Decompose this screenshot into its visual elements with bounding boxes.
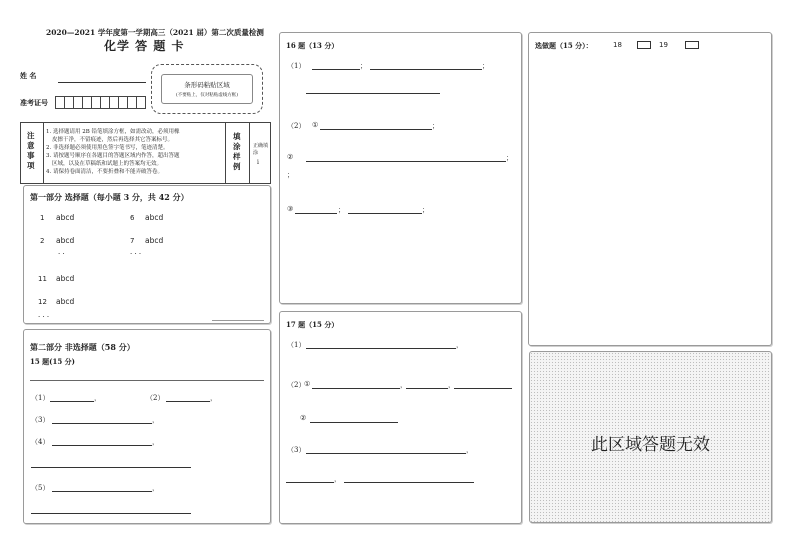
- q17-item: （2）: [287, 381, 306, 389]
- fill-mark: i: [257, 159, 259, 166]
- semicolon: ；: [422, 206, 429, 214]
- notice-line: 1. 选择题请用 2B 铅笔填涂方框，如需改动，必须用橡: [46, 129, 180, 135]
- q16-item: （2）: [287, 122, 306, 130]
- answer-line[interactable]: [166, 401, 210, 402]
- answer-line[interactable]: [295, 213, 337, 214]
- semicolon: ；: [287, 171, 294, 179]
- comma: ，: [152, 416, 159, 424]
- answer-line[interactable]: [52, 423, 152, 424]
- comma: ，: [152, 438, 159, 446]
- divider: [30, 380, 264, 381]
- semicolon: ；: [338, 206, 345, 214]
- q15-item: （3）: [31, 416, 50, 424]
- barcode-inner-box: [161, 74, 253, 104]
- notice-line: 3. 请按题号顺序在各题目的答题区域内作答，超出答题: [46, 153, 180, 159]
- q-options[interactable]: abcd: [145, 213, 164, 222]
- fill-label-cell: [225, 123, 250, 183]
- q15-item: （4）: [31, 438, 50, 446]
- q-options[interactable]: abcd: [56, 274, 75, 283]
- q-num: 2: [40, 237, 45, 245]
- answer-line[interactable]: [52, 445, 152, 446]
- answer-line[interactable]: [312, 388, 400, 389]
- answer-line[interactable]: [454, 388, 512, 389]
- semicolon: ；: [360, 62, 367, 70]
- comma: ，: [400, 381, 407, 389]
- q17-panel: [279, 311, 522, 524]
- q15-title: 15 题(15 分): [30, 357, 75, 366]
- answer-line[interactable]: [286, 482, 334, 483]
- dots: · ·: [58, 250, 65, 258]
- semicolon: ；: [506, 154, 513, 162]
- answer-line[interactable]: [31, 467, 191, 468]
- dots: · · ·: [38, 313, 50, 321]
- notice-line: 皮擦干净，不留痕迹，然后再选择其它答案标号。: [52, 137, 174, 143]
- notice-table: [20, 122, 271, 184]
- q-options[interactable]: abcd: [56, 213, 75, 222]
- q17-item: （3）: [287, 446, 306, 454]
- q-num: 6: [130, 214, 135, 222]
- q-num: 11: [38, 275, 47, 283]
- q-num: 12: [38, 298, 47, 306]
- barcode-area: [151, 64, 263, 114]
- notice-label: 注意事项: [27, 131, 35, 170]
- q-num: 7: [130, 237, 135, 245]
- q-options[interactable]: abcd: [56, 236, 75, 245]
- comma: ，: [210, 394, 217, 402]
- comma: ，: [466, 446, 473, 454]
- circled-3: ③: [287, 205, 294, 213]
- barcode-label: 条形码粘贴区域: [184, 81, 230, 89]
- answer-line[interactable]: [52, 491, 152, 492]
- notice-text: [46, 128, 224, 176]
- answer-line[interactable]: [306, 93, 440, 94]
- notice-line: 2. 非选择题必须使用黑色签字笔书写，笔迹清楚。: [46, 145, 169, 151]
- notice-label-cell: [21, 123, 44, 183]
- card-title: 化学 答 题 卡: [104, 39, 185, 53]
- answer-line[interactable]: [306, 348, 456, 349]
- name-label: 姓 名: [20, 71, 37, 80]
- fill-correct: 正确填涂: [253, 143, 269, 156]
- notice-line: 区域，以及在草稿纸和试题上的答案均无效。: [52, 161, 163, 167]
- invalid-region: [529, 351, 772, 523]
- q17-title: 17 题（15 分）: [286, 320, 339, 329]
- answer-line[interactable]: [344, 482, 474, 483]
- part1-panel: [23, 185, 271, 324]
- part1-title: 第一部分 选择题（每小题 3 分，共 42 分）: [30, 192, 189, 202]
- q15-item: （2）: [146, 394, 165, 402]
- comma: ，: [334, 475, 341, 483]
- semicolon: ；: [432, 122, 439, 130]
- invalid-text: 此区域答题无效: [591, 435, 710, 455]
- q16-title: 16 题（13 分）: [286, 41, 339, 50]
- elective-box-18[interactable]: [637, 41, 651, 49]
- exam-title: 2020—2021 学年度第一学期高三（2021 届）第二次质量检测: [46, 28, 264, 37]
- answer-line[interactable]: [320, 129, 432, 130]
- elective-box-19[interactable]: [685, 41, 699, 49]
- q-options[interactable]: abcd: [56, 297, 75, 306]
- q17-item: （1）: [287, 341, 306, 349]
- id-label: 准考证号: [20, 98, 48, 107]
- answer-line[interactable]: [348, 213, 422, 214]
- comma: ，: [448, 381, 455, 389]
- answer-line[interactable]: [31, 513, 191, 514]
- elective-label: 选做题（15 分）：: [535, 41, 593, 50]
- part2-title: 第二部分 非选择题（58 分）: [30, 342, 135, 352]
- divider: [212, 320, 264, 321]
- answer-line[interactable]: [312, 69, 360, 70]
- id-boxes[interactable]: [55, 94, 145, 113]
- barcode-note: (不要贴上，仅对粘贴虚线方框): [175, 93, 238, 98]
- comma: ，: [94, 394, 101, 402]
- answer-line[interactable]: [306, 453, 466, 454]
- comma: ，: [456, 341, 463, 349]
- part2-panel: [23, 329, 271, 524]
- q15-item: （1）: [31, 394, 50, 402]
- fill-label: 填涂样例: [233, 132, 241, 171]
- name-field[interactable]: [58, 82, 146, 83]
- q-options[interactable]: abcd: [145, 236, 164, 245]
- dots: · · ·: [130, 250, 142, 258]
- answer-line[interactable]: [50, 401, 94, 402]
- answer-line[interactable]: [306, 161, 506, 162]
- answer-line[interactable]: [406, 388, 448, 389]
- q-num: 1: [40, 214, 45, 222]
- q16-item: （1）: [287, 62, 306, 70]
- comma: ，: [152, 484, 159, 492]
- q15-item: （5）: [31, 484, 50, 492]
- circled-2: ②: [287, 153, 294, 161]
- elective-opt-18: 18: [613, 41, 622, 49]
- semicolon: ；: [482, 62, 489, 70]
- elective-panel: [528, 32, 772, 346]
- q16-panel: [279, 32, 522, 304]
- elective-opt-19: 19: [659, 41, 668, 49]
- circled-1: ①: [304, 380, 311, 388]
- circled-2: ②: [300, 414, 307, 422]
- circled-1: ①: [312, 121, 319, 129]
- answer-line[interactable]: [370, 69, 482, 70]
- notice-line: 4. 请保持卷面清洁，不要折叠和不能弄破答卷。: [46, 169, 163, 175]
- answer-line[interactable]: [310, 422, 398, 423]
